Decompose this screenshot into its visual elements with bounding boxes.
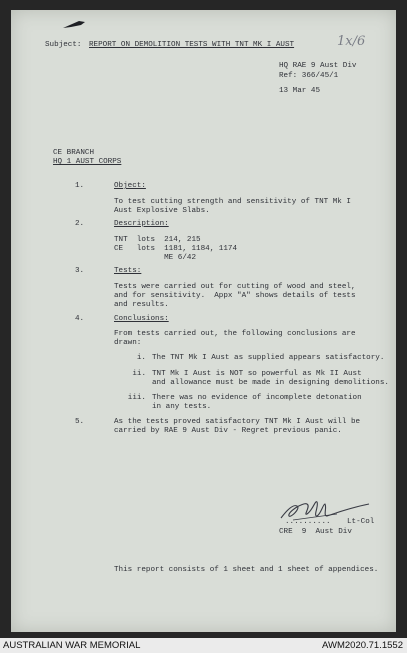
from-unit: HQ RAE 9 Aust Div	[279, 62, 357, 70]
appendices-footnote: This report consists of 1 sheet and 1 sheet of appendices.	[114, 566, 379, 574]
archive-name: AUSTRALIAN WAR MEMORIAL	[3, 640, 141, 651]
conclusion-line: The TNT Mk I Aust as supplied appears satisfactory.	[152, 354, 385, 362]
section-body-line: Aust Explosive Slabs.	[114, 207, 210, 215]
conclusion-line: TNT Mk I Aust is NOT so powerful as Mk II Aust	[152, 370, 362, 378]
section-body-line: From tests carried out, the following conclusions are	[114, 330, 356, 338]
subject-label: Subject:	[45, 41, 82, 49]
section-heading: Conclusions:	[114, 315, 169, 323]
section-body-line: TNT lots 214, 215	[114, 236, 201, 244]
reference-number: Ref: 366/45/1	[279, 72, 339, 80]
section-heading: Description:	[114, 220, 169, 228]
addressee-line-2: HQ 1 AUST CORPS	[53, 158, 122, 166]
section-body-line: To test cutting strength and sensitivity of TNT Mk I	[114, 198, 351, 206]
addressee-line-1: CE BRANCH	[53, 149, 95, 157]
section-number: 1.	[75, 182, 85, 190]
signature-title: CRE 9 Aust Div	[279, 528, 352, 536]
section-body-line: CE lots 1181, 1184, 1174	[114, 245, 238, 253]
section-body-line: carried by RAE 9 Aust Div - Regret previous panic.	[114, 427, 342, 435]
conclusion-line: and allowance must be made in designing demolitions.	[152, 379, 389, 387]
section-body-line: and results.	[114, 301, 169, 309]
section-number: 4.	[75, 315, 85, 323]
ink-mark-icon	[61, 18, 87, 32]
conclusion-line: in any tests.	[152, 403, 212, 411]
section-number: 2.	[75, 220, 85, 228]
accession-number: AWM2020.71.1552	[322, 640, 403, 651]
section-body-line: and for sensitivity. Appx "A" shows details of tests	[114, 292, 356, 300]
signature-rank: Lt-Col	[347, 518, 375, 526]
document-date: 13 Mar 45	[279, 87, 321, 95]
signature-line: ..........	[285, 518, 331, 526]
conclusion-number: i.	[136, 354, 146, 362]
section-heading: Object:	[114, 182, 146, 190]
conclusion-line: There was no evidence of incomplete detonation	[152, 394, 362, 402]
document-page	[11, 10, 396, 632]
section-body-line: drawn:	[114, 339, 142, 347]
conclusion-number: iii.	[127, 394, 146, 402]
section-body-line: ME 6/42	[114, 254, 197, 262]
section-body-line: Tests were carried out for cutting of wood and steel,	[114, 283, 356, 291]
conclusion-number: ii.	[132, 370, 146, 378]
archive-footer	[0, 638, 407, 653]
section-number: 5.	[75, 418, 85, 426]
section-number: 3.	[75, 267, 85, 275]
section-body-line: As the tests proved satisfactory TNT Mk I Aust will be	[114, 418, 361, 426]
section-heading: Tests:	[114, 267, 142, 275]
handwritten-reference: 1x/6	[337, 34, 366, 49]
subject-title: REPORT ON DEMOLITION TESTS WITH TNT MK I AUST	[89, 41, 295, 49]
